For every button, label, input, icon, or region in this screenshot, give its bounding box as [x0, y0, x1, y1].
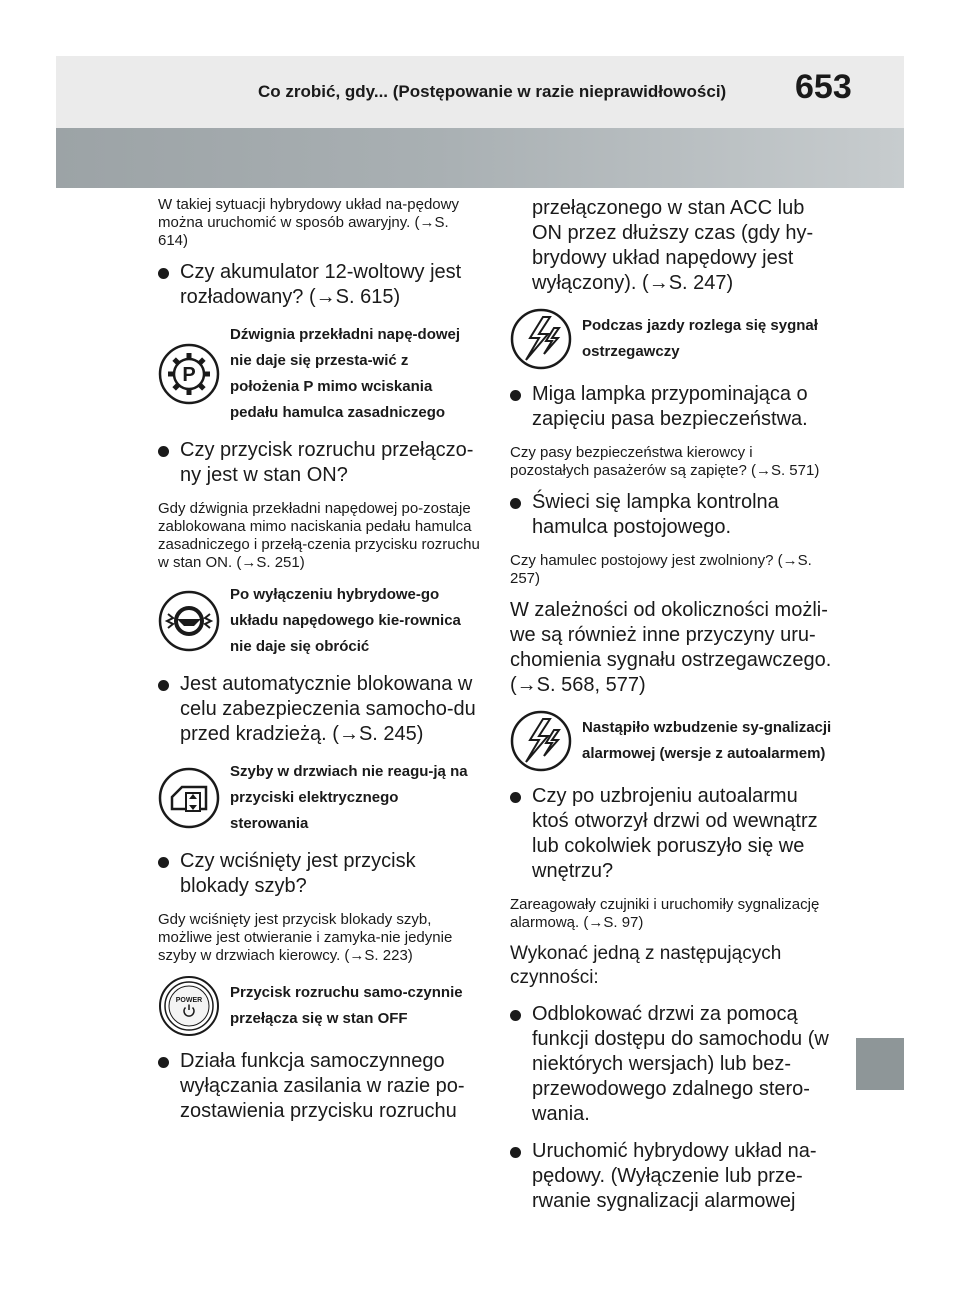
paragraph-parking-brake: Czy hamulec postojowy jest zwolniony? (→S. 257) — [510, 552, 812, 587]
paragraph-alarm-sensors: Zareagowały czujniki i uruchomiły sygnalizację alarmową. (→S. 97) — [510, 896, 820, 931]
warning-buzzer-text: Podczas jazdy rozlega się sygnał ostrzegawczy — [582, 317, 818, 360]
power-button-label: POWER — [175, 997, 203, 1004]
warning-power-off — [158, 975, 480, 1037]
right-column — [510, 196, 832, 1226]
warning-buzzer-lightning-icon — [510, 308, 572, 370]
alarm-lightning-icon — [510, 710, 572, 772]
warning-shift-lever-text: Dźwignia przekładni napę-dowej nie daje się przesta-wić z położenia P mimo wciskania pedału hamulca zasadniczego — [230, 326, 461, 421]
warning-shift-lever — [158, 322, 480, 426]
paragraph-window-lock: Gdy wciśnięty jest przycisk blokady szyb, możliwe jest otwieranie i zamyka-nie jedynie szyby w drzwiach kierowcy. (→S. 223) — [158, 911, 453, 964]
warning-steering-lock — [158, 582, 480, 660]
paragraph-shift-lock: Gdy dźwignia przekładni napędowej po-zostaje zablokowana mimo naciskania pedału hamulca zasadniczego i przełą-czenia przycisku rozruchu w stan ON. (→S. 251) — [158, 500, 480, 571]
warning-alarm — [510, 710, 832, 772]
bullet-steering-lock: Jest automatycznie blokowana w celu zabezpieczenia samocho-du przed kradzieżą. (→S. 245) — [158, 672, 480, 747]
bullet-alarm-triggered: Czy po uzbrojeniu autoalarmu ktoś otworzył drzwi od wewnątrz lub cokolwiek poruszyło się we wnętrzu? — [510, 784, 832, 884]
shift-lock-p-gear-icon — [158, 343, 220, 405]
warning-power-windows — [158, 759, 480, 837]
section-band — [56, 128, 904, 188]
bullet-start-hybrid: Uruchomić hybrydowy układ na-pędowy. (Wyłączenie lub prze-rwanie sygnalizacji alarmowej — [510, 1139, 832, 1214]
paragraph-seatbelts: Czy pasy bezpieczeństwa kierowcy i pozostałych pasażerów są zapięte? (→S. 571) — [510, 444, 820, 479]
running-header-title: Co zrobić, gdy... (Postępowanie w razie nieprawidłowości) — [258, 82, 727, 101]
continued-paragraph: przełączonego w stan ACC lub ON przez dłuższy czas (gdy hy-brydowy układ napędowy jest wyłączony). (→S. 247) — [532, 197, 814, 294]
warning-power-off-text: Przycisk rozruchu samo-czynnie przełącza się w stan OFF — [230, 984, 463, 1027]
bullet-window-lock: Czy wciśnięty jest przycisk blokady szyb? — [158, 849, 480, 899]
warning-steering-lock-text: Po wyłączeniu hybrydowe-go układu napędowego kie-rownica nie daje się obrócić — [230, 586, 461, 655]
warning-buzzer — [510, 308, 832, 370]
paragraph-actions: Wykonać jedną z następujących czynności: — [510, 943, 782, 988]
intro-paragraph: W takiej sytuacji hybrydowy układ na-pędowy można uruchomić w sposób awaryjny. (→S. 614) — [158, 196, 459, 249]
bullet-seatbelt-light: Miga lampka przypominająca o zapięciu pasa bezpieczeństwa. — [510, 382, 832, 432]
bullet-parking-brake-light: Świeci się lampka kontrolna hamulca postojowego. — [510, 490, 832, 540]
warning-power-windows-text: Szyby w drzwiach nie reagu-ją na przyciski elektrycznego sterowania — [230, 763, 468, 832]
paragraph-other-causes: W zależności od okoliczności możli-we są również inne przyczyny uru-chomienia sygnału ostrzegawczego. (→S. 568, 577) — [510, 599, 832, 696]
bullet-battery: Czy akumulator 12-woltowy jest rozładowany? (→S. 615) — [158, 260, 480, 310]
bullet-unlock-doors: Odblokować drzwi za pomocą funkcji dostępu do samochodu (w niektórych wersjach) lub bez-przewodowego zdalnego stero-wania. — [510, 1002, 832, 1127]
power-button-icon — [158, 975, 220, 1037]
steering-lock-icon — [158, 590, 220, 652]
warning-alarm-text: Nastąpiło wzbudzenie sy-gnalizacji alarmowej (wersje z autoalarmem) — [582, 719, 832, 762]
section-thumb-tab — [856, 1038, 904, 1090]
bullet-power-switch-on: Czy przycisk rozruchu przełączo-ny jest w stan ON? — [158, 438, 480, 488]
power-window-icon — [158, 767, 220, 829]
page-number: 653 — [795, 68, 852, 106]
svg-text:P: P — [182, 364, 196, 386]
left-column — [158, 196, 480, 1136]
bullet-auto-power-off: Działa funkcja samoczynnego wyłączania zasilania w razie po-zostawienia przycisku rozruchu — [158, 1049, 480, 1124]
